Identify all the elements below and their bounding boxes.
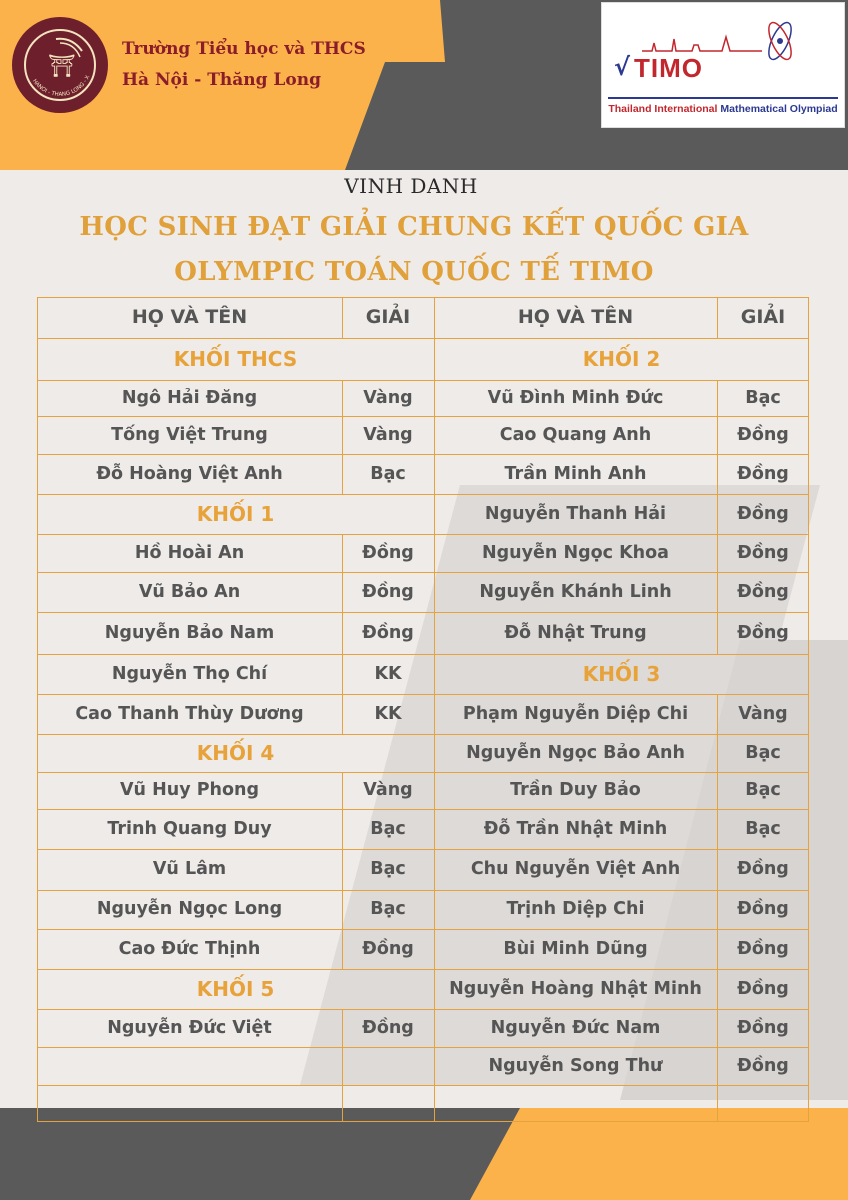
svg-text:HANOI - THANG LONG - XA LA: HANOI - THANG LONG - X bbox=[31, 74, 92, 98]
award-level: Vàng bbox=[363, 388, 413, 408]
student-name: Trinh Quang Duy bbox=[107, 819, 272, 839]
table-cell-divider bbox=[717, 297, 718, 338]
student-name: Phạm Nguyễn Diệp Chi bbox=[462, 704, 689, 724]
timo-subtitle bbox=[602, 103, 844, 115]
student-name: Vũ Bảo An bbox=[138, 582, 241, 602]
award-level: Đồng bbox=[737, 543, 789, 563]
award-level: Đồng bbox=[737, 425, 789, 445]
award-level: Đồng bbox=[737, 979, 789, 999]
student-name: Chu Nguyễn Việt Anh bbox=[470, 859, 681, 879]
award-level: Đồng bbox=[737, 464, 789, 484]
award-level: Vàng bbox=[738, 704, 788, 724]
student-name: Nguyễn Song Thư bbox=[488, 1056, 663, 1076]
section-heading: KHỐI 3 bbox=[582, 662, 661, 686]
award-level: Đồng bbox=[737, 504, 789, 524]
student-name: Cao Đức Thịnh bbox=[118, 939, 261, 959]
award-level: KK bbox=[374, 664, 402, 684]
student-name: Nguyễn Bảo Nam bbox=[104, 623, 275, 643]
section-heading: KHỐI THCS bbox=[173, 347, 298, 371]
timo-subtitle-red: Thailand International bbox=[608, 103, 721, 115]
school-logo-text bbox=[12, 17, 108, 113]
award-level: Đồng bbox=[737, 899, 789, 919]
check-icon: √ bbox=[614, 53, 631, 81]
section-heading: KHỐI 2 bbox=[582, 347, 661, 371]
award-level bbox=[342, 1047, 434, 1085]
award-level: Bạc bbox=[745, 819, 781, 839]
student-name: Nguyễn Khánh Linh bbox=[479, 582, 672, 602]
award-level: Đồng bbox=[737, 623, 789, 643]
student-name: Trần Minh Anh bbox=[504, 464, 647, 484]
student-name: Nguyễn Ngọc Long bbox=[96, 899, 283, 919]
kicker-title: VINH DANH bbox=[344, 174, 478, 198]
award-level: Đồng bbox=[362, 939, 414, 959]
student-name: Cao Quang Anh bbox=[499, 425, 652, 445]
atom-icon bbox=[760, 11, 800, 71]
timo-subtitle-blue: Mathematical Olympiad bbox=[720, 103, 838, 115]
award-level: Bạc bbox=[745, 780, 781, 800]
award-level: Đồng bbox=[737, 1056, 789, 1076]
award-level: Bạc bbox=[370, 819, 406, 839]
student-name: Nguyễn Ngọc Bảo Anh bbox=[466, 743, 685, 763]
student-name: Bùi Minh Dũng bbox=[503, 939, 648, 959]
award-level bbox=[342, 1085, 434, 1121]
award-level bbox=[717, 1085, 809, 1121]
skyline-icon bbox=[642, 33, 762, 53]
award-level: Bạc bbox=[745, 388, 781, 408]
timo-brand: TIMO bbox=[634, 53, 703, 83]
award-level: Đồng bbox=[737, 939, 789, 959]
award-level: Đồng bbox=[362, 1018, 414, 1038]
section-heading: KHỐI 4 bbox=[196, 741, 275, 765]
main-title-line2: OLYMPIC TOÁN QUỐC TẾ TIMO bbox=[174, 257, 654, 287]
student-name bbox=[37, 1047, 342, 1085]
student-name: Nguyễn Đức Việt bbox=[107, 1018, 272, 1038]
award-level: Bạc bbox=[370, 464, 406, 484]
student-name: Đỗ Hoàng Việt Anh bbox=[96, 464, 283, 484]
school-name-line1: Trường Tiểu học và THCS bbox=[122, 39, 366, 59]
award-level: Đồng bbox=[362, 623, 414, 643]
timo-divider bbox=[608, 97, 838, 99]
award-level: Đồng bbox=[362, 582, 414, 602]
student-name: Vũ Đình Minh Đức bbox=[487, 388, 664, 408]
student-name: Nguyễn Thọ Chí bbox=[111, 664, 268, 684]
award-level: Đồng bbox=[737, 582, 789, 602]
column-header-name: HỌ VÀ TÊN bbox=[131, 306, 248, 328]
student-name: Vũ Lâm bbox=[152, 859, 227, 879]
student-name: Nguyễn Hoàng Nhật Minh bbox=[449, 979, 702, 999]
student-name: Trần Duy Bảo bbox=[510, 780, 641, 800]
timo-logo bbox=[601, 2, 845, 128]
column-header-name: HỌ VÀ TÊN bbox=[517, 306, 634, 328]
column-header-award: GIẢI bbox=[365, 306, 411, 328]
award-level: Đồng bbox=[737, 1018, 789, 1038]
student-name bbox=[434, 1085, 717, 1121]
award-level: Bạc bbox=[370, 899, 406, 919]
award-level: Bạc bbox=[370, 859, 406, 879]
student-name bbox=[37, 1085, 342, 1121]
school-name-line2: Hà Nội - Thăng Long bbox=[122, 70, 321, 90]
student-name: Ngô Hải Đăng bbox=[121, 388, 258, 408]
student-name: Cao Thanh Thùy Dương bbox=[75, 704, 304, 724]
student-name: Đỗ Nhật Trung bbox=[504, 623, 647, 643]
student-name: Nguyễn Thanh Hải bbox=[484, 504, 667, 524]
student-name: Tống Việt Trung bbox=[111, 425, 268, 445]
award-level: Đồng bbox=[737, 859, 789, 879]
award-level: Bạc bbox=[745, 743, 781, 763]
student-name: Vũ Huy Phong bbox=[120, 780, 259, 800]
award-level: Đồng bbox=[362, 543, 414, 563]
award-level: Vàng bbox=[363, 780, 413, 800]
section-heading: KHỐI 5 bbox=[196, 977, 275, 1001]
column-header-award: GIẢI bbox=[740, 306, 786, 328]
student-name: Nguyễn Ngọc Khoa bbox=[482, 543, 669, 563]
section-heading: KHỐI 1 bbox=[196, 502, 275, 526]
student-name: Đỗ Trần Nhật Minh bbox=[483, 819, 668, 839]
school-logo bbox=[12, 17, 108, 113]
award-level: KK bbox=[374, 704, 402, 724]
student-name: Trịnh Diệp Chi bbox=[506, 899, 645, 919]
main-title-line1: HỌC SINH ĐẠT GIẢI CHUNG KẾT QUỐC GIA bbox=[79, 212, 749, 242]
student-name: Nguyễn Đức Nam bbox=[490, 1018, 661, 1038]
table-row-line bbox=[37, 1121, 809, 1122]
award-table bbox=[37, 297, 809, 1121]
table-cell-divider bbox=[342, 297, 343, 338]
student-name: Hồ Hoài An bbox=[134, 543, 245, 563]
gate-icon: ⛩ bbox=[48, 54, 76, 79]
award-level: Vàng bbox=[363, 425, 413, 445]
